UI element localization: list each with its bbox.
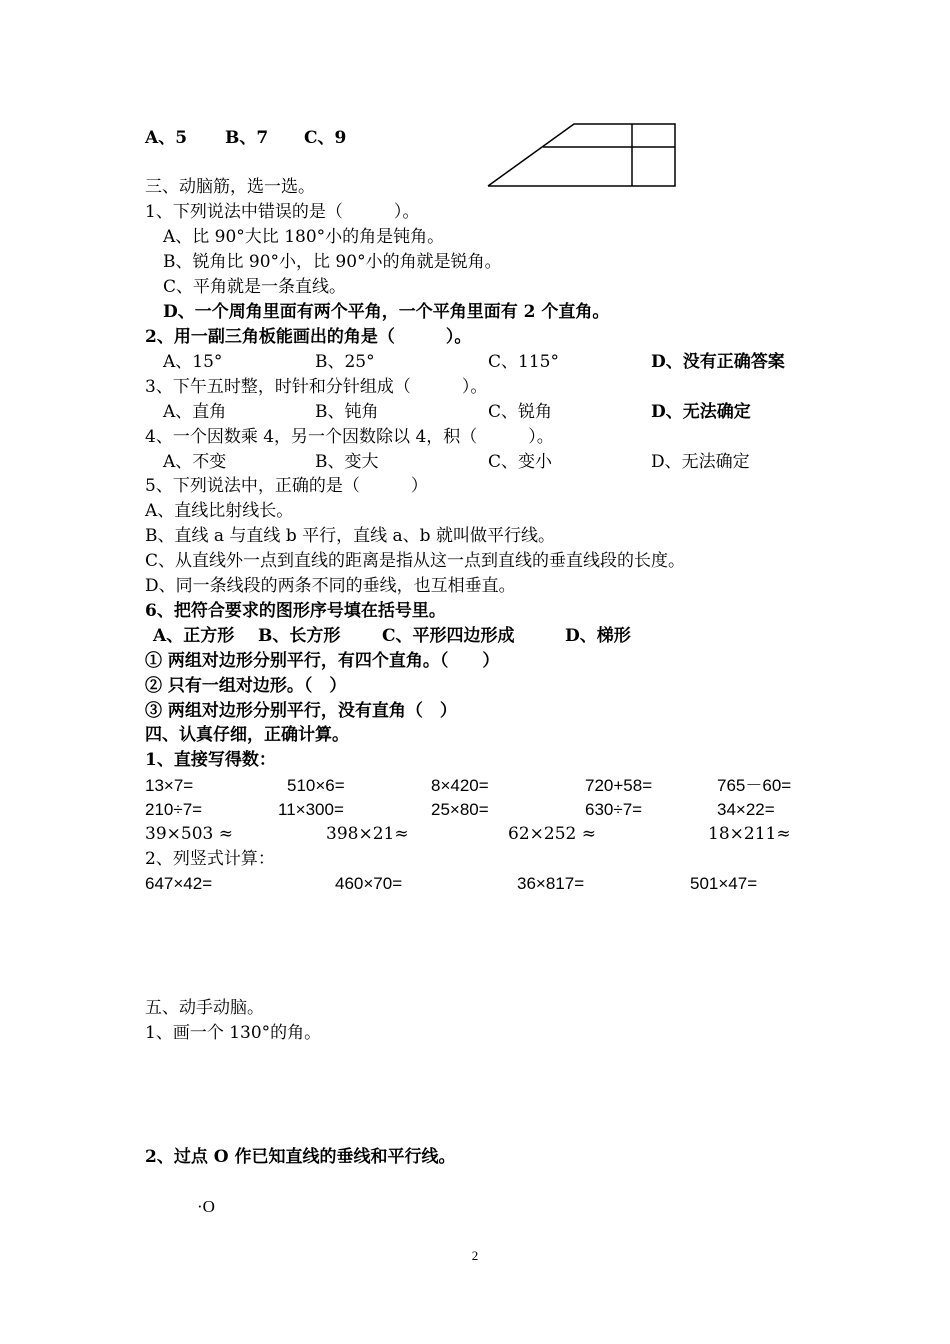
calc-r2-c5: 34×22=	[717, 800, 775, 819]
calc-r3-c3: 62×252 ≈	[508, 824, 596, 844]
option-c-top: C、9	[304, 128, 347, 148]
q4-option-a: A、不变	[163, 452, 227, 472]
section4-sub1: 1、直接写得数：	[145, 750, 276, 770]
option-a-top: A、5	[145, 128, 188, 148]
q2-option-d: D、没有正确答案	[651, 352, 785, 372]
q5-stem: 5、下列说法中，正确的是（ ）	[145, 476, 428, 496]
q5-option-b: B、直线 a 与直线 b 平行，直线 a、b 就叫做平行线。	[145, 526, 555, 546]
q3-stem: 3、下午五时整，时针和分针组成（ ）。	[145, 377, 488, 397]
q6-item-2: ② 只有一组对边形。（ ）	[145, 676, 347, 696]
q4-stem: 4、一个因数乘 4，另一个因数除以 4，积（ ）。	[145, 427, 554, 447]
q2-stem: 2、用一副三角板能画出的角是（ ）。	[145, 327, 472, 347]
section4-sub2: 2、列竖式计算：	[145, 849, 275, 869]
q1-option-d: D、一个周角里面有两个平角，一个平角里面有 2 个直角。	[163, 302, 610, 322]
q1-option-b: B、锐角比 90°小，比 90°小的角就是锐角。	[163, 252, 502, 272]
calc-r3-c4: 18×211≈	[708, 824, 791, 844]
q2-option-b: B、25°	[315, 352, 375, 372]
q6-item-1: ① 两组对边形分别平行，有四个直角。（ ）	[145, 651, 500, 671]
section4-title: 四、认真仔细，正确计算。	[145, 725, 349, 745]
q1-stem: 1、下列说法中错误的是（ ）。	[145, 202, 420, 222]
section5-title: 五、动手动脑。	[145, 998, 264, 1018]
page-number: 2	[471, 1248, 479, 1263]
calc-r4-c2: 460×70=	[335, 874, 403, 893]
q6-item-3: ③ 两组对边形分别平行，没有直角（ ）	[145, 701, 457, 721]
q2-option-a: A、15°	[163, 352, 223, 372]
calc-r4-c4: 501×47=	[690, 874, 758, 893]
calc-r3-c1: 39×503 ≈	[145, 824, 233, 844]
section3-title: 三、动脑筋，选一选。	[145, 177, 315, 197]
calc-r2-c1: 210÷7=	[145, 800, 203, 819]
q4-option-d: D、无法确定	[651, 452, 750, 472]
q3-option-a: A、直角	[163, 402, 227, 422]
calc-r4-c3: 36×817=	[517, 874, 585, 893]
calc-r1-c2: 510×6=	[287, 776, 345, 795]
calc-r1-c4: 720+58=	[585, 776, 653, 795]
calc-r3-c2: 398×21≈	[326, 824, 409, 844]
q6-option-b: B、长方形	[258, 626, 341, 646]
section5-q1: 1、画一个 130°的角。	[145, 1023, 322, 1043]
q6-option-c: C、平形四边形成	[382, 626, 515, 646]
calc-r1-c5: 765－60=	[717, 776, 792, 795]
calc-r4-c1: 647×42=	[145, 874, 213, 893]
q3-option-d: D、无法确定	[651, 402, 751, 422]
option-b-top: B、7	[225, 128, 269, 148]
q6-stem: 6、把符合要求的图形序号填在括号里。	[145, 601, 446, 621]
q4-option-c: C、变小	[488, 452, 553, 472]
q1-option-a: A、比 90°大比 180°小的角是钝角。	[163, 227, 445, 247]
calc-r1-c1: 13×7=	[145, 776, 194, 795]
calc-r2-c4: 630÷7=	[585, 800, 643, 819]
q4-option-b: B、变大	[315, 452, 379, 472]
point-o-label: ·O	[197, 1197, 215, 1216]
q5-option-a: A、直线比射线长。	[145, 501, 294, 521]
trapezoid-figure	[486, 122, 678, 190]
calc-r2-c3: 25×80=	[431, 800, 489, 819]
calc-r2-c2: 11×300=	[278, 800, 344, 819]
q1-option-c: C、平角就是一条直线。	[163, 277, 347, 297]
q2-option-c: C、115°	[488, 352, 559, 372]
q6-option-d: D、梯形	[565, 626, 631, 646]
q5-option-c: C、从直线外一点到直线的距离是指从这一点到直线的垂直线段的长度。	[145, 551, 686, 571]
calc-r1-c3: 8×420=	[431, 776, 489, 795]
q3-option-c: C、锐角	[488, 402, 553, 422]
q6-option-a: A、正方形	[153, 626, 235, 646]
q3-option-b: B、钝角	[315, 402, 379, 422]
q5-option-d: D、同一条线段的两条不同的垂线，也互相垂直。	[145, 576, 516, 596]
section5-q2: 2、过点 O 作已知直线的垂线和平行线。	[145, 1147, 456, 1167]
